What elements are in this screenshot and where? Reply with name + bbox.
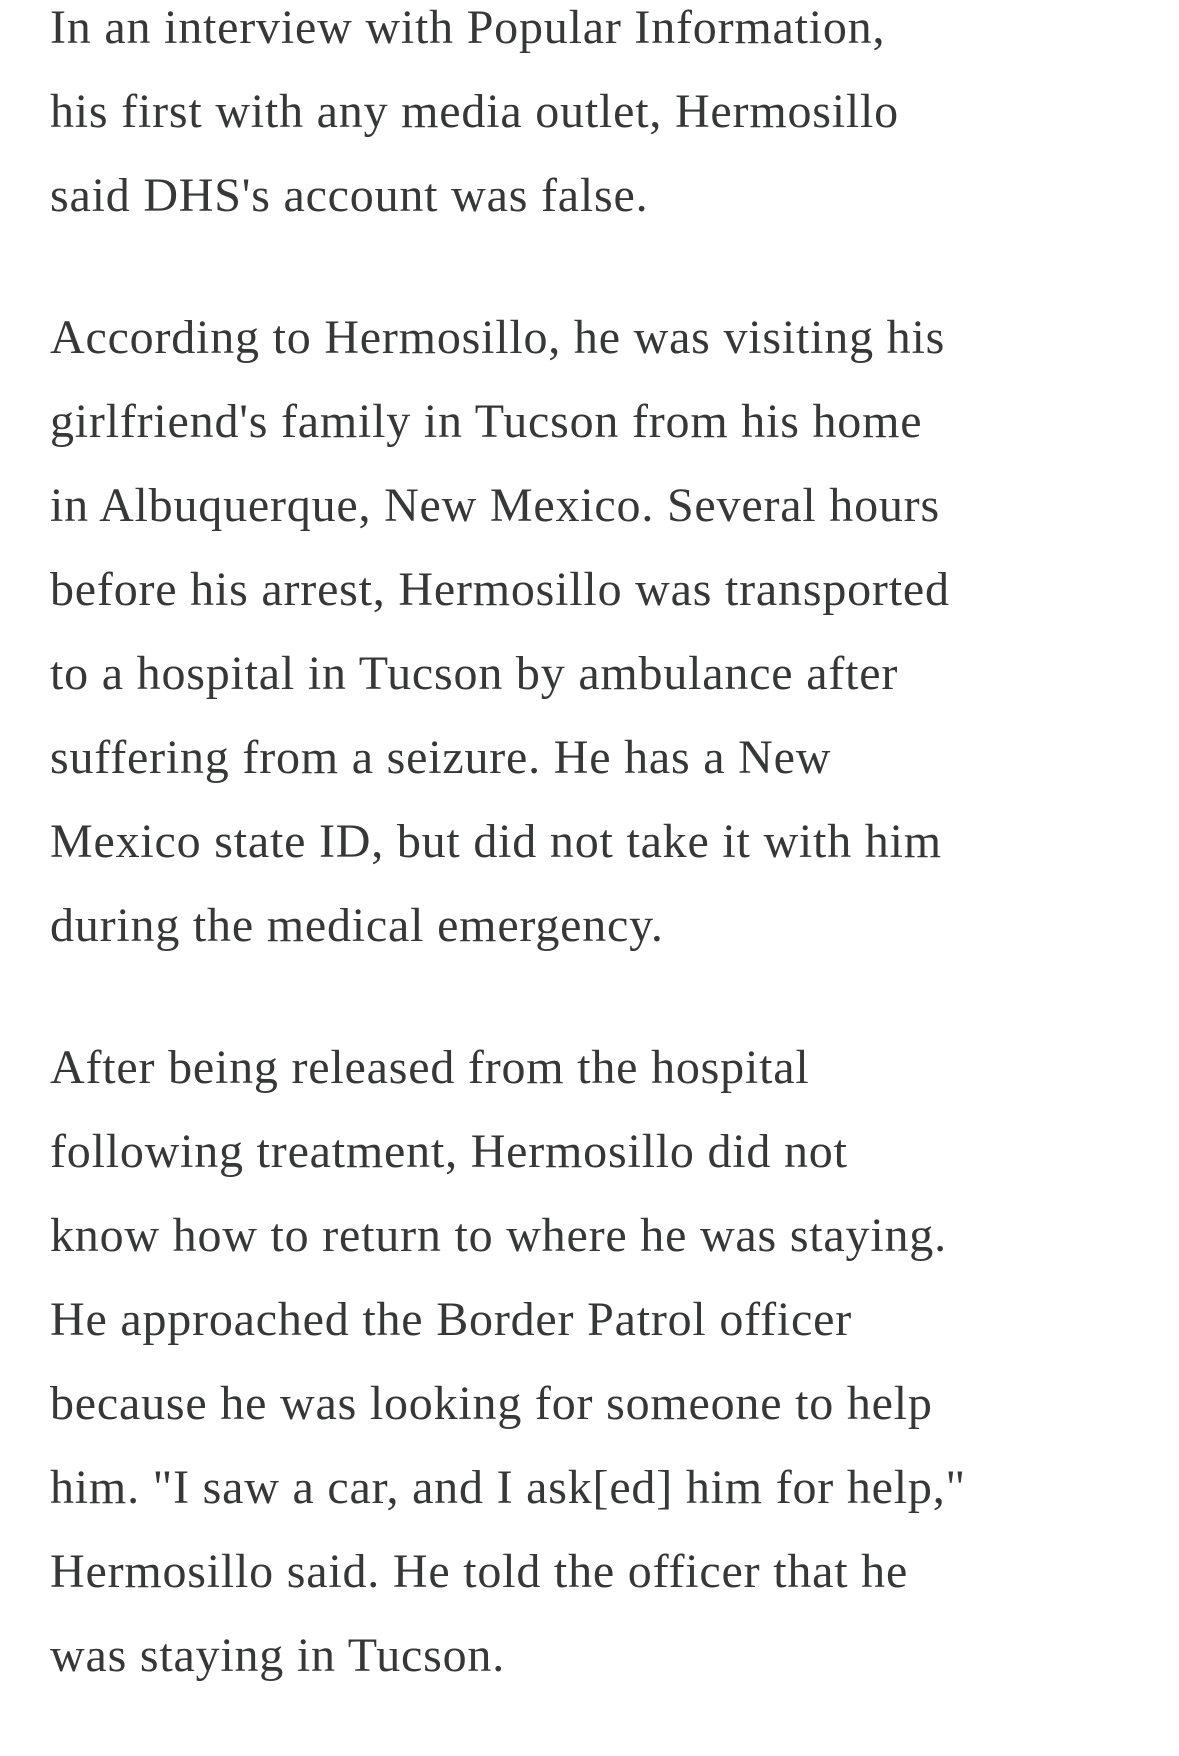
text-line: following treatment, Hermosillo did not — [50, 1125, 848, 1178]
text-line: before his arrest, Hermosillo was transported — [50, 563, 950, 616]
text-line: Mexico state ID, but did not take it with him — [50, 815, 942, 868]
text-line: his first with any media outlet, Hermosillo — [50, 85, 899, 138]
text-line: In an interview with Popular Information, — [50, 1, 886, 54]
text-line: According to Hermosillo, he was visiting his — [50, 311, 946, 364]
paragraph-after-release — [50, 1026, 1150, 1698]
article-body — [50, 0, 1150, 1756]
text-line: during the medical emergency. — [50, 899, 664, 952]
text-line: After being released from the hospital — [50, 1041, 810, 1094]
text-line: said DHS's account was false. — [50, 169, 649, 222]
paragraph-hospital-visit — [50, 296, 1150, 968]
paragraph-interview — [50, 0, 1150, 238]
text-line: Hermosillo said. He told the officer that he — [50, 1545, 909, 1598]
text-line: know how to return to where he was staying. — [50, 1209, 947, 1262]
text-line: suffering from a seizure. He has a New — [50, 731, 832, 784]
text-line: in Albuquerque, New Mexico. Several hours — [50, 479, 940, 532]
text-line: He approached the Border Patrol officer — [50, 1293, 852, 1346]
text-line: him. "I saw a car, and I ask[ed] him for help," — [50, 1461, 966, 1514]
text-line: was staying in Tucson. — [50, 1629, 505, 1682]
text-line: to a hospital in Tucson by ambulance after — [50, 647, 899, 700]
text-line: girlfriend's family in Tucson from his home — [50, 395, 923, 448]
text-line: because he was looking for someone to help — [50, 1377, 933, 1430]
